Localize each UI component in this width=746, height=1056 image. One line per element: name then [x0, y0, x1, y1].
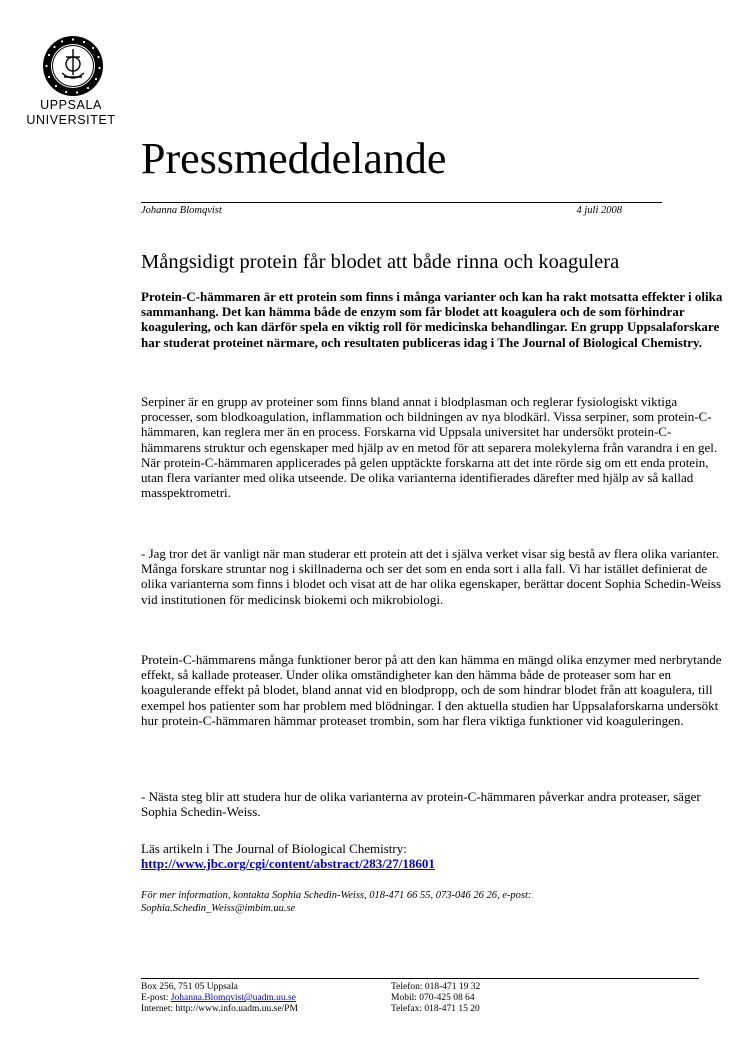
- article-headline: Mångsidigt protein får blodet att både rinna och koagulera: [141, 251, 620, 273]
- publish-date: 4 juli 2008: [576, 205, 622, 216]
- footer-internet: Internet: http://www.info.uadm.uu.se/PM: [141, 1004, 298, 1014]
- footer-address: Box 256, 751 05 Uppsala: [141, 982, 238, 992]
- university-name: [0, 98, 142, 128]
- article-paragraph: Serpiner är en grupp av proteiner som finns bland annat i blodplasman och reglerar fysiologiskt viktiga processer, som blodkoagulation, inflammation och bildningen av nya blodkärl. Vissa serpiner, som protein-C-hämmaren, kan reglera mer än en process. Forskarna vid Uppsala universitet har undersökt protein-C-hämmarens struktur och egenskaper med hjälp av en metod för att separera molekylerna från varandra i en gel. När protein-C-hämmaren applicerades på gelen upptäckte forskarna att det inte rörde sig om ett enda protein, utan flera varianter med olika utseende. De olika varianterna identifierades därefter med hjälp av så kallad masspektrometri.: [141, 394, 718, 501]
- footer-divider: [141, 978, 699, 979]
- article-paragraph: - Nästa steg blir att studera hur de olika varianterna av protein-C-hämmaren påverkar andra proteaser, säger Sophia Schedin-Weiss.: [141, 789, 701, 820]
- contact-email: Sophia.Schedin_Weiss@imbim.uu.se: [141, 902, 296, 914]
- contact-info: [141, 890, 701, 915]
- logo-line-2: UNIVERSITET: [26, 113, 116, 127]
- article-link[interactable]: http://www.jbc.org/cgi/content/abstract/283/27/18601: [141, 856, 435, 872]
- article-lead: Protein-C-hämmaren är ett protein som finns i många varianter och kan ha rakt motsatta effekter i olika sammanhang. Det kan hämma både de enzym som får blodet att koagulera och de som förhindrar koagulering, och kan därför spela en viktig roll för medicinska behandlingar. En grupp Uppsalaforskare har studerat proteinet närmare, och resultaten publiceras idag i The Journal of Biological Chemistry.: [141, 289, 723, 350]
- footer-email-row: [141, 993, 298, 1004]
- author-name: Johanna Blomqvist: [141, 205, 222, 216]
- footer-fax: Telefax: 018-471 15 20: [391, 1004, 480, 1014]
- footer-email-link[interactable]: Johanna.Blomqvist@uadm.uu.se: [170, 993, 296, 1003]
- byline: [141, 205, 622, 216]
- read-more: [141, 841, 726, 871]
- logo-line-1: UPPSALA: [40, 98, 102, 112]
- footer-mobile: Mobil: 070-425 08 64: [391, 993, 475, 1003]
- footer-address-block: [141, 982, 298, 1015]
- university-seal-icon: [42, 35, 104, 97]
- article-paragraph: - Jag tror det är vanligt när man studerar ett protein att det i själva verket visar sig bestå av flera olika varianter. Många forskare struntar nog i skillnaderna och ser det som en enda sort i alla fall. Vi har istället definierat de olika varianterna som finns i blodet och visat att de har olika egenskaper, berättar docent Sophia Schedin-Weiss vid institutionen för medicinsk biokemi och mikrobiologi.: [141, 546, 722, 607]
- article-paragraph: Protein-C-hämmarens många funktioner beror på att den kan hämma en mängd olika enzymer med nerbrytande effekt, så kallade proteaser. Under olika omständigheter kan den hämma både de proteaser som har en koagulerande effekt på blodet, bland annat vid en blodpropp, och de som hindrar blodet från att koagulera, till exempel hos patienter som har problem med blödningar. I den aktuella studien har Uppsalaforskarna undersökt hur protein-C-hämmaren hämmar proteaset trombin, som har flera viktiga funktioner vid koaguleringen.: [141, 652, 722, 728]
- header-divider: [141, 202, 662, 203]
- footer-phone: Telefon: 018-471 19 32: [391, 982, 481, 992]
- read-more-label: Läs artikeln i The Journal of Biological Chemistry:: [141, 841, 407, 856]
- footer-phone-block: [391, 982, 480, 1015]
- footer-email-label: E-post:: [141, 993, 171, 1003]
- page-title: Pressmeddelande: [141, 134, 447, 183]
- contact-line-1: För mer information, kontakta Sophia Schedin-Weiss, 018-471 66 55, 073-046 26 26, e-post:: [141, 890, 532, 901]
